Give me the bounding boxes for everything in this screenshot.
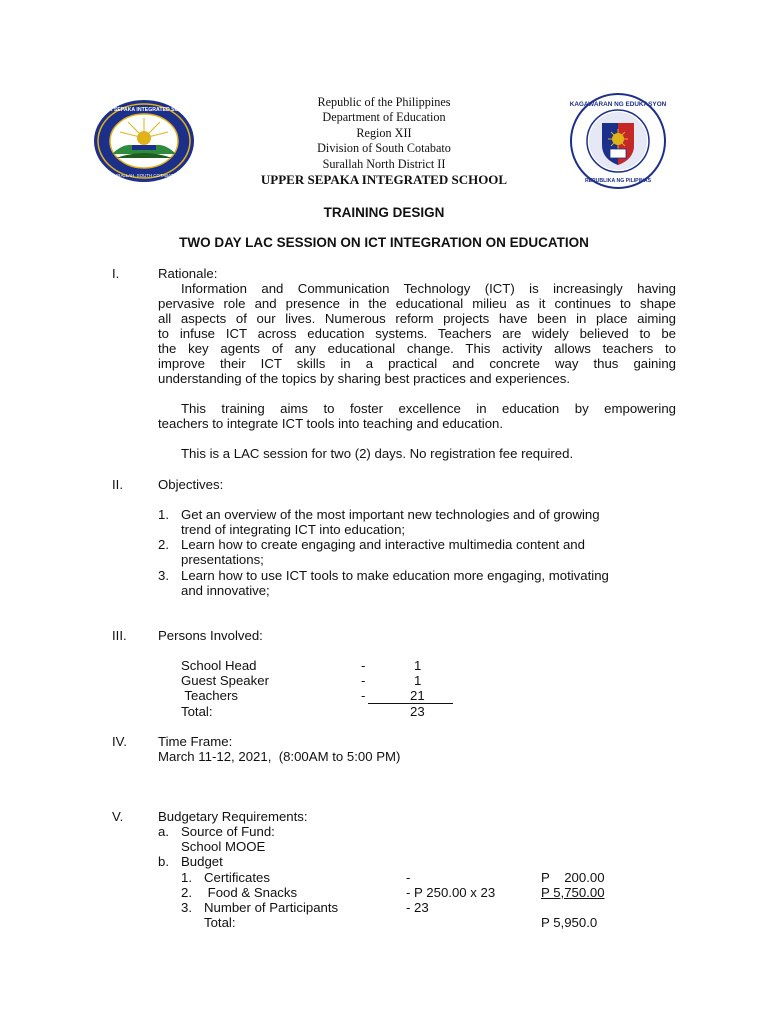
objective-number: 3. (158, 568, 169, 583)
section-5-heading: Budgetary Requirements: (158, 809, 308, 824)
budget-item-amount: P 200.00 (541, 870, 605, 885)
person-role: School Head (181, 658, 257, 673)
deped-seal-top-text: KAGAWARAN NG EDUKASYON (569, 101, 667, 108)
objective-text: and innovative; (181, 583, 270, 598)
budget-item-calc: - 23 (406, 900, 429, 915)
rationale-line: This training aims to foster excellence in education by empowering (181, 401, 676, 416)
person-count: 21 (410, 688, 425, 703)
persons-total-value: 23 (410, 704, 425, 719)
rationale-line: pervasive role and presence in the educational milieu as it continues to shape (158, 296, 676, 311)
objective-text: Learn how to create engaging and interactive multimedia content and (181, 537, 585, 552)
header-district: Surallah North District II (322, 157, 446, 171)
school-seal-bottom-text: SURALLAH, SOUTH COTABATO (111, 173, 177, 178)
section-5-number: V. (112, 809, 124, 824)
header-division: Division of South Cotabato (317, 141, 451, 155)
rationale-line: to infuse ICT across education systems. Teachers are widely believed to be (158, 326, 676, 341)
section-3-number: III. (112, 628, 127, 643)
person-dash: - (361, 673, 366, 688)
section-4-heading: Time Frame: (158, 734, 233, 749)
budget-total-value: P 5,950.0 (541, 915, 598, 930)
budget-item-calc: - P 250.00 x 23 (406, 885, 496, 900)
budget-item-name: Certificates (204, 870, 270, 885)
document-title: TRAINING DESIGN (323, 205, 445, 220)
section-3-heading: Persons Involved: (158, 628, 263, 643)
fund-source-text: Source of Fund: (181, 824, 275, 839)
section-2-number: II. (112, 477, 123, 492)
deped-seal-bottom-text: REPUBLIKA NG PILIPINAS (584, 178, 652, 184)
person-dash: - (361, 658, 366, 673)
budget-item-number: 1. (181, 870, 192, 885)
header-department: Department of Education (322, 110, 446, 124)
fund-source-label: a. (158, 824, 169, 839)
budget-text: Budget (181, 854, 223, 869)
header-region: Region XII (356, 126, 412, 140)
school-seal-ring-text: UPPER SEPAKA INTEGRATED SCHOOL (94, 107, 194, 113)
section-2-heading: Objectives: (158, 477, 224, 492)
budget-item-amount: P 5,750.00 (541, 885, 605, 900)
rationale-line: improve their ICT skills in a practical and concrete way thus gaining (158, 356, 676, 371)
person-count: 1 (414, 658, 422, 673)
budget-label: b. (158, 854, 169, 869)
objective-text: presentations; (181, 552, 264, 567)
objective-text: trend of integrating ICT into education; (181, 522, 406, 537)
objective-number: 1. (158, 507, 169, 522)
budget-item-number: 3. (181, 900, 192, 915)
rationale-paragraph-3: This is a LAC session for two (2) days. No registration fee required. (181, 446, 574, 461)
objective-text: Get an overview of the most important new technologies and of growing (181, 507, 600, 522)
budget-total-label: Total: (204, 915, 236, 930)
header-republic: Republic of the Philippines (317, 95, 451, 109)
document-subtitle: TWO DAY LAC SESSION ON ICT INTEGRATION ON EDUCATION (179, 235, 589, 250)
objective-text: Learn how to use ICT tools to make education more engaging, motivating (181, 568, 609, 583)
person-role: Teachers (181, 688, 238, 703)
rationale-line: teachers to integrate ICT tools into teaching and education. (158, 416, 504, 431)
objective-number: 2. (158, 537, 169, 552)
budget-item-calc: - (406, 870, 411, 885)
section-1-heading: Rationale: (158, 266, 218, 281)
budget-item-name: Food & Snacks (204, 885, 298, 900)
rationale-line: all aspects of our lives. Numerous reform projects have been in place aiming (158, 311, 676, 326)
person-count: 1 (414, 673, 422, 688)
rationale-line: understanding of the topics by sharing best practices and experiences. (158, 371, 570, 386)
header-school-name: UPPER SEPAKA INTEGRATED SCHOOL (260, 172, 508, 187)
fund-source-value: School MOOE (181, 839, 266, 854)
persons-total-label: Total: (181, 704, 213, 719)
time-frame-value: March 11-12, 2021, (8:00AM to 5:00 PM) (158, 749, 401, 764)
person-role: Guest Speaker (181, 673, 269, 688)
person-dash: - (361, 688, 366, 703)
section-4-number: IV. (112, 734, 127, 749)
budget-item-name: Number of Participants (204, 900, 339, 915)
budget-item-number: 2. (181, 885, 192, 900)
section-1-number: I. (112, 266, 120, 281)
rationale-line: the key agents of any educational change. This activity allows teachers to (158, 341, 676, 356)
rationale-line: Information and Communication Technology (ICT) is increasingly having (181, 281, 676, 296)
